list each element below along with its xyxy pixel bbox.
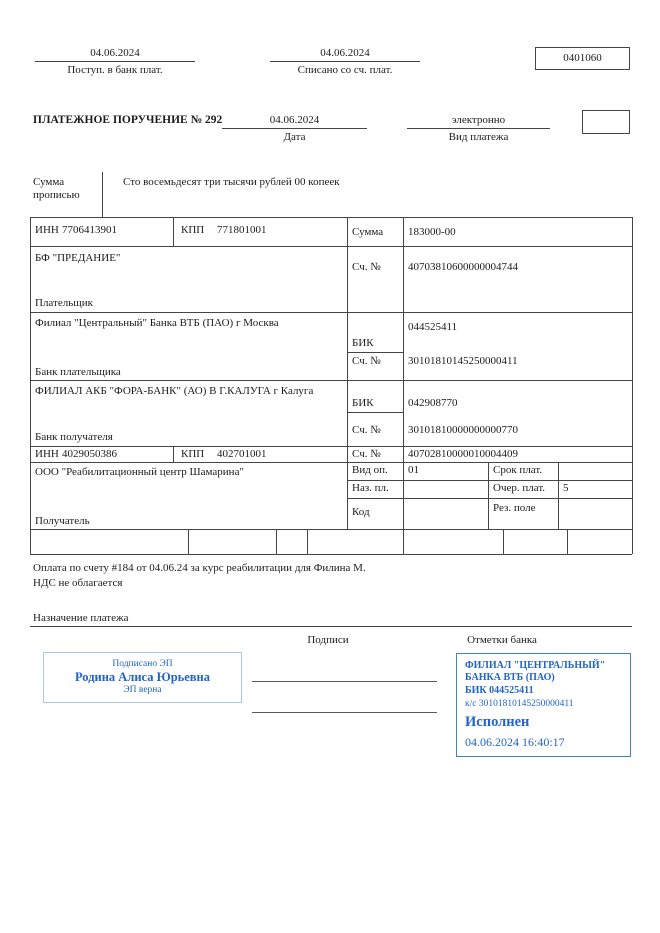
payee-kpp: 402701001 [217,448,267,460]
bik-label-line [347,352,403,353]
payer-bank-bik: 044525411 [408,321,458,333]
stamp-bank-name: ФИЛИАЛ "ЦЕНТРАЛЬНЫЙ" БАНКА ВТБ (ПАО) [465,660,606,683]
table-line [30,380,632,381]
payee-bank-bik: 042908770 [408,397,458,409]
payer-caption: Плательщик [35,297,93,309]
table-line [30,312,632,313]
mini-table-line [347,480,632,481]
amount-words-divider [102,172,103,217]
payee-caption: Получатель [35,515,90,527]
label-column-divider [347,217,348,529]
amount-in-words-label: Сумма прописью [33,176,80,201]
purpose-code-label: Наз. пл. [352,482,389,494]
stamp-datetime: 04.06.2024 16:40:17 [465,735,565,749]
payer-kpp: 771801001 [217,224,267,236]
date-label: Дата [283,131,306,143]
table-line [30,529,632,530]
payee-account-label: Сч. № [352,448,381,460]
value-column-divider [403,217,404,529]
bank-marks-label: Отметки банка [467,634,537,646]
table-line [30,554,632,555]
mini-table-divider [558,462,559,529]
payer-inn-label: ИНН [35,224,59,236]
payee-bank-account-label: Сч. № [352,424,381,436]
sum-label: Сумма [352,226,384,238]
esign-signer-name: Родина Алиса Юрьевна [74,670,211,684]
purpose-line2: НДС не облагается [33,577,123,589]
signature-line [252,681,437,682]
table-line [30,246,632,247]
debited-date: 04.06.2024 [320,47,370,59]
purpose-caption: Назначение платежа [33,612,129,624]
inn-kpp-divider [173,446,174,462]
strip-cell-divider [403,529,404,554]
payee-kpp-label: КПП [181,448,205,460]
payer-bank-account: 30101810145250000411 [408,355,518,367]
payee-bank-bik-label: БИК [352,397,374,409]
payer-account-label: Сч. № [352,261,381,273]
table-line [30,462,632,463]
op-kind-label: Вид оп. [352,464,388,476]
document-date-underline [222,128,367,129]
mini-table-divider [488,462,489,529]
payer-bank-name: Филиал "Центральный" Банка ВТБ (ПАО) г Москва [35,317,279,329]
purpose-line1: Оплата по счету #184 от 04.06.24 за курс реабилитации для Филина М. [33,562,366,574]
payer-account: 40703810600000004744 [408,261,518,273]
stamp-status: Исполнен [465,714,530,730]
form-code: 0401060 [563,52,602,64]
strip-cell-divider [276,529,277,554]
esign-valid-label: ЭП верна [123,685,162,695]
strip-cell-divider [188,529,189,554]
priority-value: 5 [563,482,569,494]
received-in-bank-date: 04.06.2024 [90,47,140,59]
payer-inn: 7706413901 [62,224,117,236]
strip-cell-divider [307,529,308,554]
table-right-edge [632,217,633,554]
received-date-underline [35,61,195,62]
esign-signed-label: Подписано ЭП [112,659,173,669]
reserve-field-label: Рез. поле [493,502,536,514]
form-code-box [535,47,630,70]
stamp-corr-account: к/с 30101810145250000411 [465,699,574,709]
table-left-edge [30,217,31,554]
payment-kind-value: электронно [451,114,506,126]
payment-kind-label: Вид платежа [448,131,509,143]
code-label: Код [352,506,370,518]
debited-date-underline [270,61,420,62]
sum-value: 183000-00 [408,226,456,238]
payer-bank-account-label: Сч. № [352,355,381,367]
strip-cell-divider [567,529,568,554]
payee-account: 40702810000010004409 [408,448,518,460]
signature-line [252,712,437,713]
signatures-label: Подписи [307,634,349,646]
purpose-underline [30,626,632,627]
status-checkbox-box [582,110,630,134]
payment-kind-underline [407,128,550,129]
payee-inn: 4029050386 [62,448,117,460]
mini-table-line [347,498,632,499]
amount-in-words: Сто восемьдесят три тысячи рублей 00 копеек [123,176,340,188]
payee-name: ООО "Реабилитационный центр Шамарина" [35,466,244,478]
op-kind-value: 01 [408,464,419,476]
table-line [30,446,632,447]
pay-term-label: Срок плат. [493,464,543,476]
payee-bank-account: 30101810000000000770 [408,424,518,436]
received-in-bank-label: Поступ. в банк плат. [67,64,163,76]
bank-execution-stamp [456,653,631,757]
payer-name: БФ "ПРЕДАНИЕ" [35,252,121,264]
payer-bank-caption: Банк плательщика [35,366,121,378]
esign-stamp [43,652,242,703]
payer-kpp-label: КПП [181,224,205,236]
debited-label: Списано со сч. плат. [297,64,393,76]
payer-bank-bik-label: БИК [352,337,374,349]
payee-inn-label: ИНН [35,448,59,460]
bik-label-line [347,412,403,413]
priority-label: Очер. плат. [493,482,546,494]
stamp-bank-bik: БИК 044525411 [465,685,534,696]
document-title: ПЛАТЕЖНОЕ ПОРУЧЕНИЕ № 292 [33,114,223,126]
document-date: 04.06.2024 [269,114,320,126]
strip-cell-divider [503,529,504,554]
payee-bank-caption: Банк получателя [35,431,113,443]
table-line [30,217,632,218]
payee-bank-name: ФИЛИАЛ АКБ "ФОРА-БАНК" (АО) В Г.КАЛУГА г Калуга [35,385,314,397]
inn-kpp-divider [173,217,174,246]
